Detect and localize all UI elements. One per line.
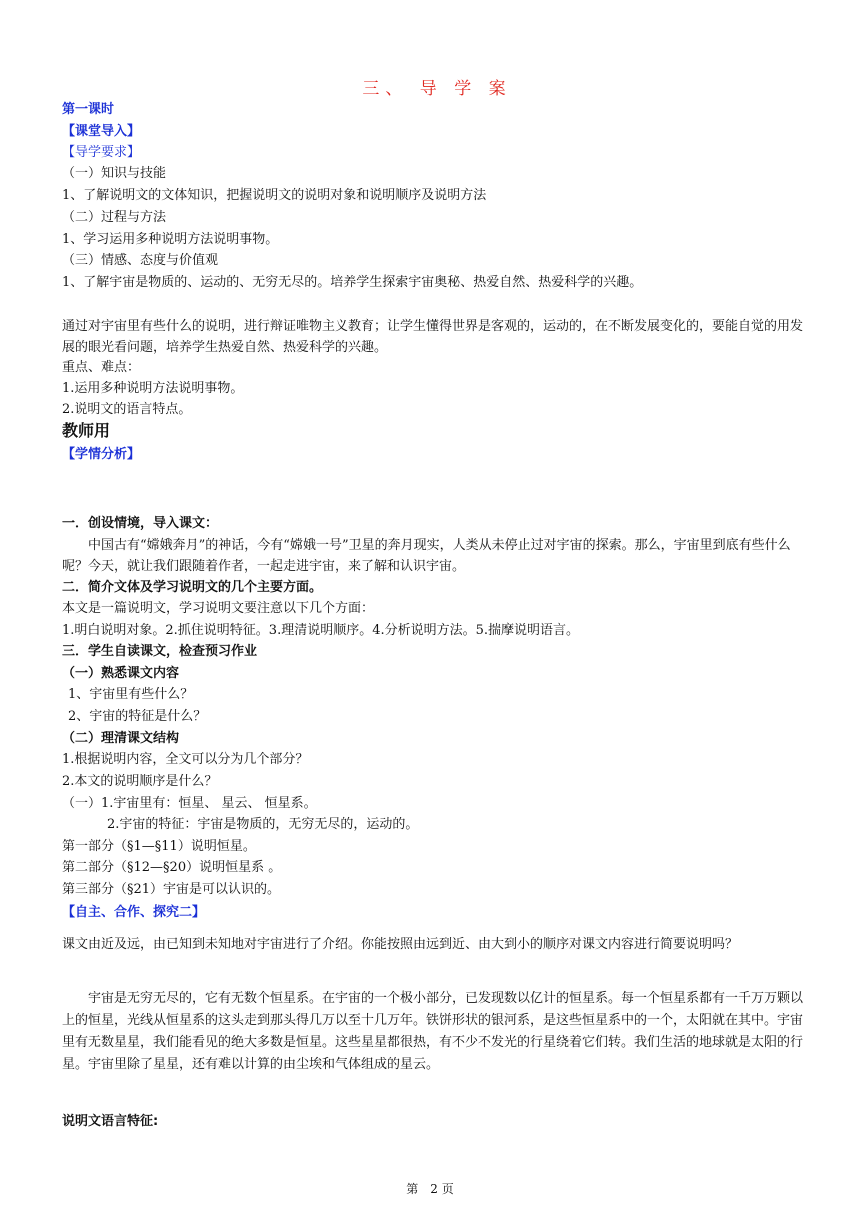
section-1-text: 中国古有“嫦娥奔月”的神话，今有“嫦娥一号”卫星的奔月现实，人类从未停止过对宇宙的探索。那么，宇宙里到底有些什么呢？今天，就让我们跟随着作者，一起走进宇宙，来了解和认识宇宙。 — [62, 538, 791, 574]
section-3-sub-2: （二）理清课文结构 — [62, 731, 180, 746]
question-3: 1.根据说明内容，全文可以分为几个部分？ — [62, 752, 309, 767]
page-number: 第 2 页 — [406, 1182, 454, 1196]
answer-2: 2.宇宙的特征：宇宙是物质的，无穷无尽的，运动的。 — [107, 817, 419, 832]
part-2: 第二部分（§12—§20）说明恒星系 。 — [62, 860, 282, 875]
intro-heading: 【课堂导入】 — [62, 124, 141, 139]
key-point-2: 2.说明文的语言特点。 — [62, 402, 192, 417]
explore-answer: 宇宙是无穷无尽的，它有无数个恒星系。在宇宙的一个极小部分，已发现数以亿计的恒星系。每一个恒星系都有一千万万颗以上的恒星，光线从恒星系的这头走到那头得几万以至十几万年。铁饼形状的银河系，是这些恒星系中的一个，太阳就在其中。宇宙里有无数星星，我们能看见的绝大多数是恒星。这些星星都很热，有不少不发光的行星绕着它们转。我们生活的地球就是太阳的行星。宇宙里除了星星，还有难以计算的由尘埃和气体组成的星云。 — [62, 991, 804, 1072]
requirements-heading: 【导学要求】 — [62, 145, 141, 160]
question-2: 2、宇宙的特征是什么？ — [68, 709, 207, 724]
goal-2-item: 1、学习运用多种说明方法说明事物。 — [62, 232, 279, 247]
teacher-use-heading: 教师用 — [62, 421, 111, 440]
key-point-1: 1.运用多种说明方法说明事物。 — [62, 381, 244, 396]
answer-1: （一）1.宇宙里有：恒星、 星云、 恒星系。 — [62, 796, 317, 811]
question-1: 1、宇宙里有些什么？ — [68, 687, 194, 702]
part-3: 第三部分（§21）宇宙是可以认识的。 — [62, 882, 281, 897]
section-1-heading: 一．创设情境，导入课文： — [62, 516, 219, 531]
explore-heading: 【自主、合作、探究二】 — [62, 905, 206, 920]
education-paragraph: 通过对宇宙里有些什么的说明，进行辩证唯物主义教育；让学生懂得世界是客观的，运动的，在不断发展变化的，要能自觉的用发展的眼光看问题，培养学生热爱自然、热爱科学的兴趣。 — [62, 319, 804, 355]
section-3-sub-1: （一）熟悉课文内容 — [62, 666, 180, 681]
section-2-line-2: 1.明白说明对象。2.抓住说明特征。3.理清说明顺序。4.分析说明方法。5.揣摩说明语言。 — [62, 623, 580, 638]
section-2-line-1: 本文是一篇说明文，学习说明文要注意以下几个方面： — [62, 601, 375, 616]
lesson-label: 第一课时 — [62, 102, 115, 117]
key-points-label: 重点、难点： — [62, 360, 141, 375]
question-4: 2.本文的说明顺序是什么？ — [62, 774, 218, 789]
explore-question: 课文由近及远，由已知到未知地对宇宙进行了介绍。你能按照由远到近、由大到小的顺序对课文内容进行简要说明吗？ — [62, 937, 739, 952]
part-1: 第一部分（§1—§11）说明恒星。 — [62, 839, 256, 854]
section-2-heading: 二．简介文体及学习说明文的几个主要方面。 — [62, 580, 323, 595]
language-features-heading: 说明文语言特征: — [62, 1114, 159, 1129]
goal-2-heading: （二）过程与方法 — [62, 210, 167, 225]
analysis-heading: 【学情分析】 — [62, 447, 141, 462]
goal-3-heading: （三）情感、态度与价值观 — [62, 253, 219, 268]
goal-1-heading: （一）知识与技能 — [62, 166, 167, 181]
goal-1-item: 1、了解说明文的文体知识，把握说明文的说明对象和说明顺序及说明方法 — [62, 188, 487, 203]
section-3-heading: 三．学生自读课文，检查预习作业 — [62, 644, 258, 659]
goal-3-item: 1、了解宇宙是物质的、运动的、无穷无尽的。培养学生探索宇宙奥秘、热爱自然、热爱科学的兴趣。 — [62, 275, 643, 290]
page-title: 三、 导 学 案 — [362, 79, 512, 99]
